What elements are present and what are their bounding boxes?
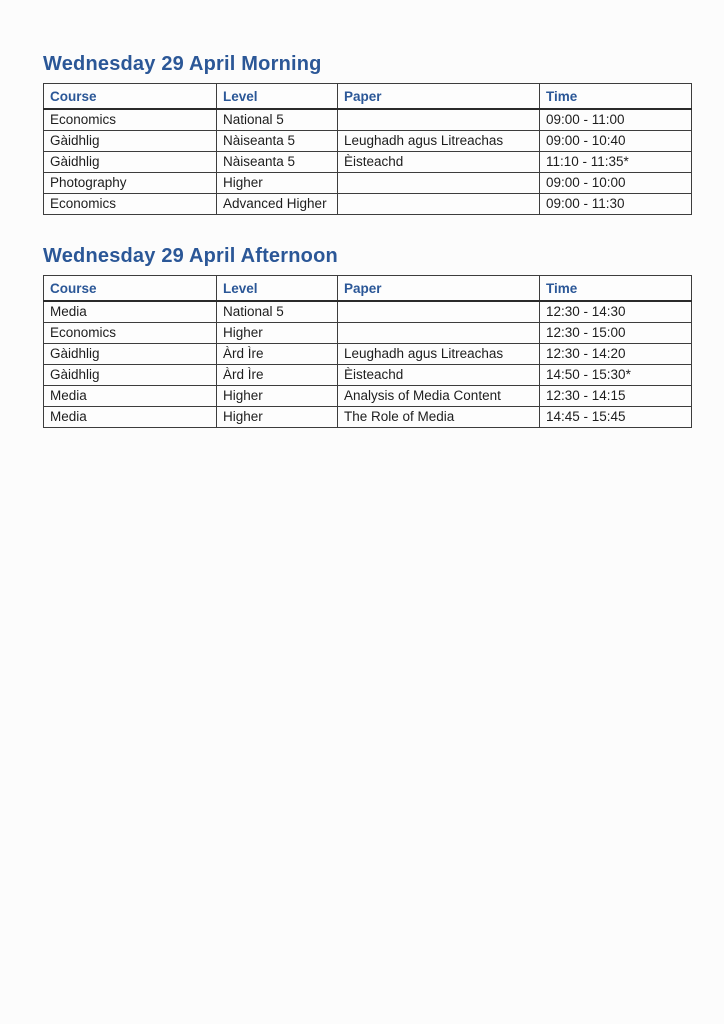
table-cell: 14:50 - 15:30* — [540, 365, 692, 386]
section-afternoon — [43, 245, 691, 428]
table-cell: 12:30 - 14:15 — [540, 386, 692, 407]
table-cell: Higher — [217, 323, 338, 344]
table-cell: Èisteachd — [338, 152, 540, 173]
table-cell: 09:00 - 11:30 — [540, 194, 692, 215]
table-cell: 14:45 - 15:45 — [540, 407, 692, 428]
table-row — [44, 365, 692, 386]
table-cell: National 5 — [217, 109, 338, 131]
header-row — [44, 276, 692, 302]
table-cell: The Role of Media — [338, 407, 540, 428]
table-row — [44, 301, 692, 323]
table-cell — [338, 109, 540, 131]
table-cell: Media — [44, 301, 217, 323]
table-cell — [338, 301, 540, 323]
table-cell — [338, 194, 540, 215]
table-cell: Higher — [217, 173, 338, 194]
table-row — [44, 173, 692, 194]
column-header-paper: Paper — [338, 84, 540, 110]
table-cell: Gàidhlig — [44, 365, 217, 386]
column-header-time: Time — [540, 84, 692, 110]
table-cell: Leughadh agus Litreachas — [338, 344, 540, 365]
table-row — [44, 109, 692, 131]
table-cell: 09:00 - 11:00 — [540, 109, 692, 131]
table-cell: 12:30 - 14:30 — [540, 301, 692, 323]
table-cell: Analysis of Media Content — [338, 386, 540, 407]
table-cell: Economics — [44, 323, 217, 344]
table-cell: Èisteachd — [338, 365, 540, 386]
table-cell: 12:30 - 15:00 — [540, 323, 692, 344]
table-row — [44, 323, 692, 344]
table-row — [44, 386, 692, 407]
table-cell: Gàidhlig — [44, 344, 217, 365]
table-cell: 09:00 - 10:00 — [540, 173, 692, 194]
column-header-paper: Paper — [338, 276, 540, 302]
table-cell: National 5 — [217, 301, 338, 323]
timetable-afternoon — [43, 275, 692, 428]
table-row — [44, 194, 692, 215]
table-cell: 09:00 - 10:40 — [540, 131, 692, 152]
table-row — [44, 344, 692, 365]
table-cell: Nàiseanta 5 — [217, 152, 338, 173]
table-cell: Media — [44, 407, 217, 428]
table-cell: Àrd Ìre — [217, 344, 338, 365]
table-cell: Àrd Ìre — [217, 365, 338, 386]
table-cell: Advanced Higher — [217, 194, 338, 215]
section-morning — [43, 53, 691, 215]
column-header-course: Course — [44, 276, 217, 302]
table-cell: Media — [44, 386, 217, 407]
table-cell: Higher — [217, 386, 338, 407]
table-cell: Economics — [44, 109, 217, 131]
column-header-level: Level — [217, 276, 338, 302]
table-cell: Photography — [44, 173, 217, 194]
table-cell — [338, 173, 540, 194]
column-header-time: Time — [540, 276, 692, 302]
column-header-course: Course — [44, 84, 217, 110]
table-cell: Gàidhlig — [44, 131, 217, 152]
table-cell: Nàiseanta 5 — [217, 131, 338, 152]
table-row — [44, 407, 692, 428]
table-row — [44, 152, 692, 173]
timetable-morning — [43, 83, 692, 215]
table-cell: Economics — [44, 194, 217, 215]
table-cell — [338, 323, 540, 344]
header-row — [44, 84, 692, 110]
table-cell: Higher — [217, 407, 338, 428]
table-cell: 12:30 - 14:20 — [540, 344, 692, 365]
section-title-afternoon: Wednesday 29 April Afternoon — [43, 245, 338, 267]
column-header-level: Level — [217, 84, 338, 110]
table-cell: 11:10 - 11:35* — [540, 152, 692, 173]
table-cell: Leughadh agus Litreachas — [338, 131, 540, 152]
table-row — [44, 131, 692, 152]
section-title-morning: Wednesday 29 April Morning — [43, 53, 322, 75]
table-cell: Gàidhlig — [44, 152, 217, 173]
